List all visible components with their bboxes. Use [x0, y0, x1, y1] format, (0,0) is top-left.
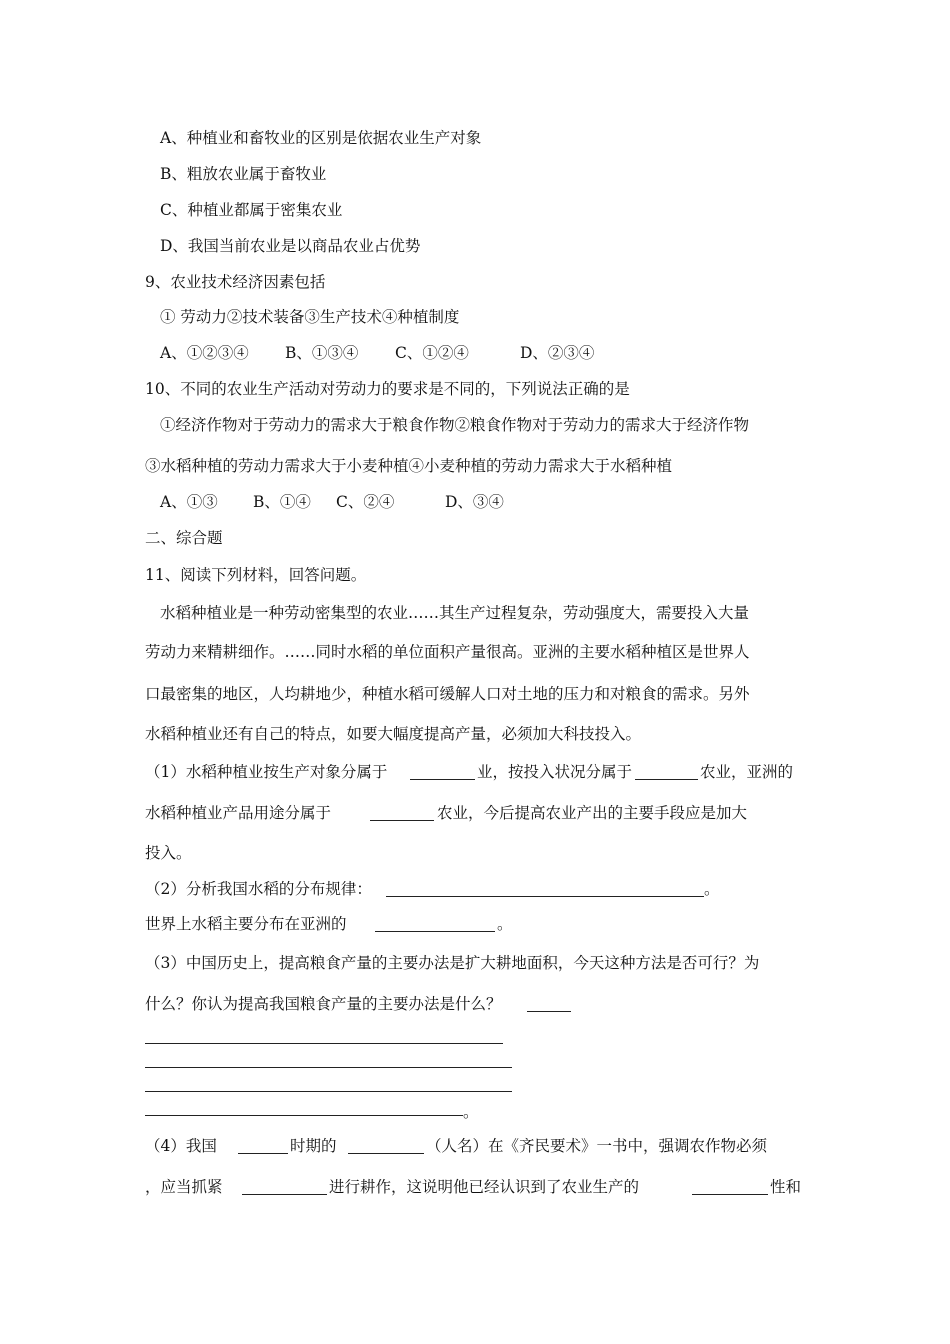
q11-p3-period: 。 [463, 1103, 479, 1121]
q11-p3-answer-line4[interactable] [145, 1114, 463, 1116]
q9-option-d: D、②③④ [520, 344, 595, 362]
q10-stem: 10、不同的农业生产活动对劳动力的要求是不同的，下列说法正确的是 [145, 380, 630, 398]
q10-option-a: A、①③ [160, 493, 218, 511]
q11-p3-answer-line3[interactable] [145, 1090, 512, 1092]
q11-p2-text1: （2）分析我国水稻的分布规律： [145, 880, 372, 898]
q11-p1-text2: 业，按投入状况分属于 [477, 763, 633, 781]
q11-p3-blank-inline[interactable] [527, 1010, 571, 1012]
q11-p1-text1: （1）水稻种植业按生产对象分属于 [145, 763, 388, 781]
q11-p3-text2: 什么？你认为提高我国粮食产量的主要办法是什么？ [145, 995, 502, 1013]
q11-p1-blank3[interactable] [370, 819, 434, 821]
q8-option-a: A、种植业和畜牧业的区别是依据农业生产对象 [160, 129, 482, 147]
q11-p4-blank3[interactable] [242, 1193, 327, 1195]
q10-option-c: C、②④ [336, 493, 395, 511]
q11-p4-text3: （人名）在《齐民要术》一书中，强调农作物必须 [426, 1137, 768, 1155]
q11-p2-text4: 。 [497, 915, 513, 933]
q10-statements-line2: ③水稻种植的劳动力需求大于小麦种植④小麦种植的劳动力需求大于水稻种植 [145, 457, 673, 475]
q11-p4-text6: 性和 [770, 1178, 802, 1196]
q11-passage-line3: 口最密集的地区，人均耕地少，种植水稻可缓解人口对土地的压力和对粮食的需求。另外 [145, 685, 750, 703]
q11-p2-blank1[interactable] [386, 895, 704, 897]
q11-p4-blank4[interactable] [692, 1193, 768, 1195]
q11-p4-text5: 进行耕作，这说明他已经认识到了农业生产的 [329, 1178, 640, 1196]
q11-p1-text5: 农业，今后提高农业产出的主要手段应是加大 [437, 804, 748, 822]
q11-p3-answer-line1[interactable] [145, 1042, 503, 1044]
q8-option-b: B、粗放农业属于畜牧业 [160, 165, 327, 183]
q10-option-d: D、③④ [445, 493, 504, 511]
q8-option-d: D、我国当前农业是以商品农业占优势 [160, 237, 421, 255]
q11-p1-text3: 农业，亚洲的 [700, 763, 794, 781]
q8-option-c: C、种植业都属于密集农业 [160, 201, 343, 219]
q11-p4-text4: ，应当抓紧 [145, 1178, 223, 1196]
q11-p2-text2: 。 [704, 880, 720, 898]
q11-p1-blank2[interactable] [635, 778, 698, 780]
q11-p1-text6: 投入。 [145, 844, 192, 862]
q11-p4-text1: （4）我国 [145, 1137, 217, 1155]
q11-passage-line4: 水稻种植业还有自己的特点，如要大幅度提高产量，必须加大科技投入。 [145, 725, 642, 743]
q11-p1-text4: 水稻种植业产品用途分属于 [145, 804, 332, 822]
q9-option-a: A、①②③④ [160, 344, 249, 362]
q10-option-b: B、①④ [253, 493, 311, 511]
q10-statements-line1: ①经济作物对于劳动力的需求大于粮食作物②粮食作物对于劳动力的需求大于经济作物 [160, 416, 750, 434]
q11-p4-text2: 时期的 [290, 1137, 337, 1155]
q9-items: ① 劳动力②技术装备③生产技术④种植制度 [160, 308, 460, 326]
q9-option-c: C、①②④ [395, 344, 469, 362]
q9-stem: 9、农业技术经济因素包括 [145, 273, 326, 291]
q11-p2-text3: 世界上水稻主要分布在亚洲的 [145, 915, 347, 933]
q11-p4-blank1[interactable] [238, 1152, 288, 1154]
q11-stem: 11、阅读下列材料，回答问题。 [145, 566, 367, 584]
q11-passage-line2: 劳动力来精耕细作。……同时水稻的单位面积产量很高。亚洲的主要水稻种植区是世界人 [145, 643, 750, 661]
q11-p4-blank2[interactable] [348, 1152, 424, 1154]
section-title: 二、综合题 [145, 529, 223, 547]
q11-p1-blank1[interactable] [410, 778, 475, 780]
q9-option-b: B、①③④ [285, 344, 359, 362]
q11-passage-line1: 水稻种植业是一种劳动密集型的农业……其生产过程复杂，劳动强度大，需要投入大量 [160, 604, 750, 622]
q11-p3-answer-line2[interactable] [145, 1066, 512, 1068]
q11-p2-blank2[interactable] [375, 930, 495, 932]
q11-p3-text1: （3）中国历史上，提高粮食产量的主要办法是扩大耕地面积，今天这种方法是否可行？为 [145, 954, 760, 972]
